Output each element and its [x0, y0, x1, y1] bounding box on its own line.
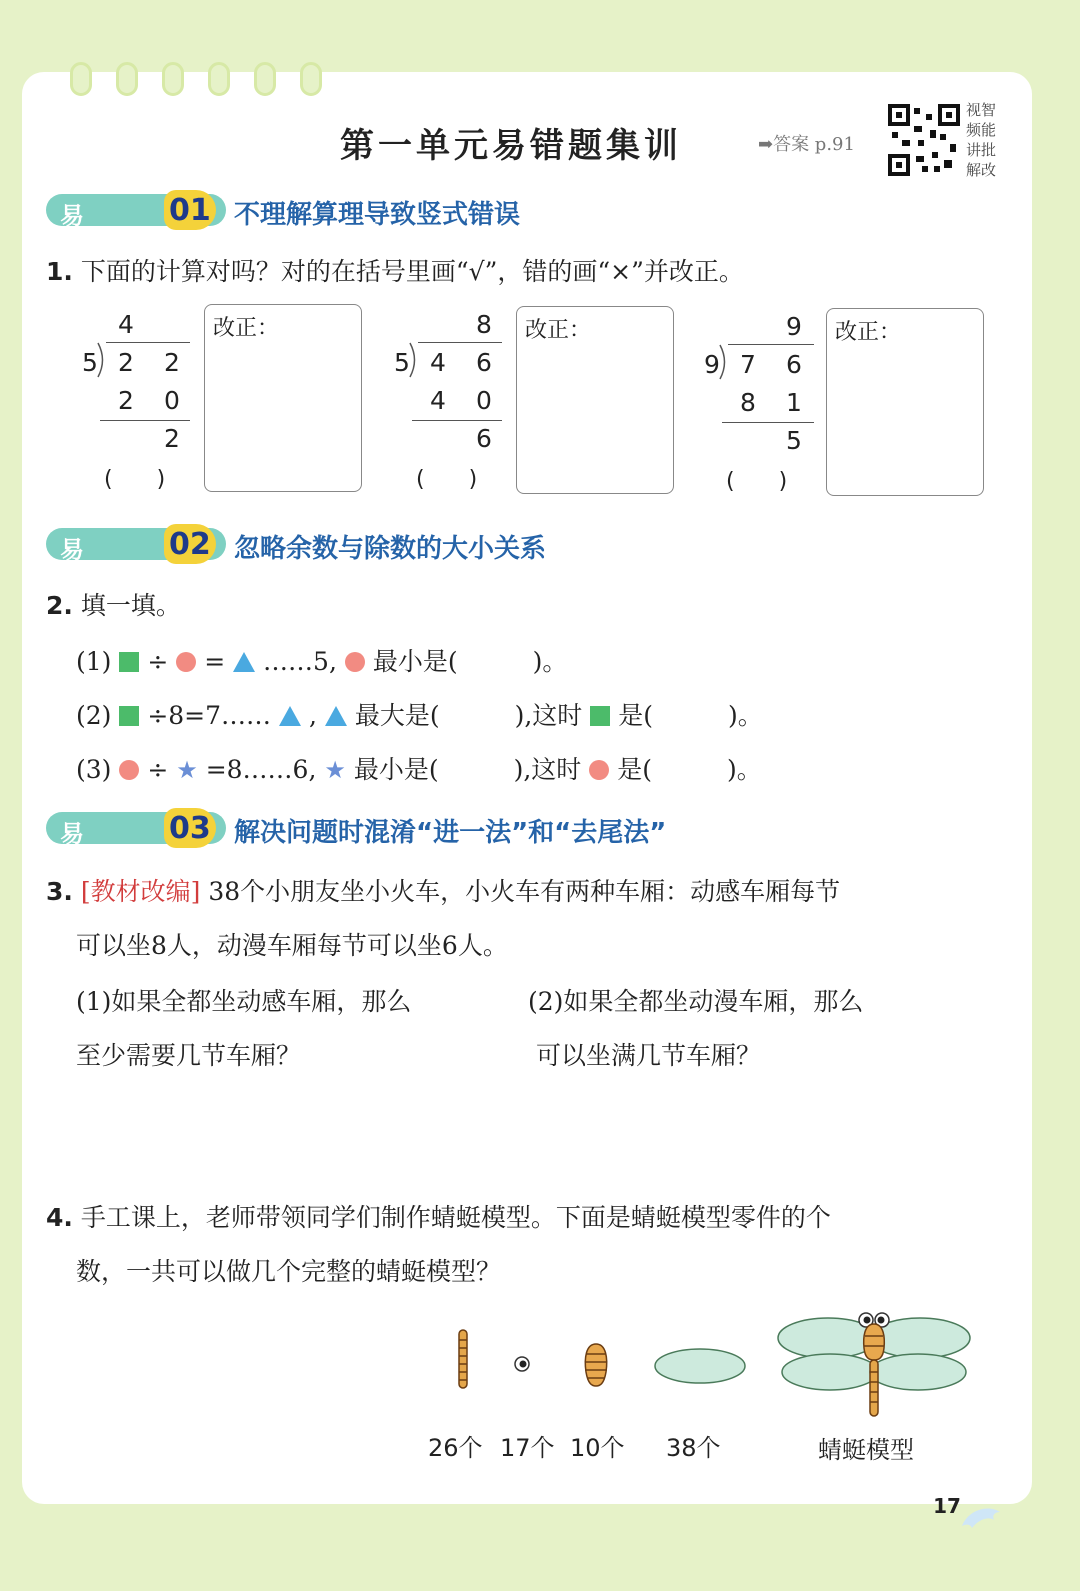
answer-reference[interactable]: ➡答案 p.91 — [758, 134, 855, 155]
qr-code-icon[interactable] — [888, 104, 960, 176]
correction-label: 改正： — [213, 316, 280, 341]
pink-circle-icon — [589, 760, 609, 780]
item-text: ÷ — [147, 755, 169, 784]
product-digit: 0 — [164, 386, 180, 415]
dividend-digit: 6 — [786, 350, 802, 379]
question-3-line-1 — [46, 872, 840, 908]
green-square-icon — [119, 706, 139, 726]
question-3-sub-2-line-1: (2)如果全都坐动漫车厢，那么 — [528, 987, 864, 1016]
product-digit: 2 — [118, 386, 134, 415]
division-bar — [418, 342, 502, 343]
item-answer-blank[interactable]: 最大是( ),这时 — [354, 701, 583, 730]
dragonfly-eye-part-icon — [512, 1354, 532, 1374]
question-4-line-2: 数，一共可以做几个完整的蜻蜓模型？ — [76, 1257, 502, 1286]
correction-label: 改正： — [835, 320, 902, 345]
question-2-item-1 — [76, 642, 567, 678]
part-count-wing: 38个 — [666, 1434, 721, 1462]
dragonfly-wing-part-icon — [652, 1346, 748, 1386]
dividend-digit: 6 — [476, 348, 492, 377]
question-2-item-3 — [76, 750, 762, 786]
qr-caption: 视智频能讲批解改 — [966, 101, 997, 179]
item-answer-blank[interactable]: 最小是( )。 — [372, 647, 568, 676]
error-point-number: 02 — [169, 527, 211, 562]
binder-ring — [116, 62, 138, 96]
blue-triangle-icon — [325, 706, 347, 726]
division-bracket-icon — [718, 344, 730, 380]
subtraction-line — [100, 420, 190, 421]
quotient: 4 — [118, 310, 134, 339]
question-number: 2. — [46, 591, 73, 620]
question-2-prompt — [46, 586, 181, 622]
error-point-number: 01 — [169, 193, 211, 228]
division-bracket-icon — [408, 342, 420, 378]
question-4-line-1 — [46, 1198, 831, 1234]
divisor: 5 — [394, 348, 410, 377]
binder-ring — [70, 62, 92, 96]
dragonfly-model-icon — [774, 1308, 974, 1420]
item-prefix: (1) — [76, 647, 112, 676]
item-answer-blank[interactable]: 最小是( ),这时 — [353, 755, 582, 784]
dividend-digit: 2 — [118, 348, 134, 377]
error-point-number: 03 — [169, 811, 211, 846]
blue-star-icon: ★ — [324, 756, 346, 784]
blue-star-icon: ★ — [176, 756, 198, 784]
dividend-digit: 2 — [164, 348, 180, 377]
dividend-digit: 4 — [430, 348, 446, 377]
division-bracket-icon — [96, 342, 108, 378]
dragonfly-tail-part-icon — [448, 1328, 478, 1390]
remainder: 2 — [164, 424, 180, 453]
pink-circle-icon — [345, 652, 365, 672]
blue-triangle-icon — [279, 706, 301, 726]
question-number: 4. — [46, 1203, 73, 1232]
item-text: , — [308, 701, 317, 730]
question-2-item-2 — [76, 696, 763, 732]
page-title: 第一单元易错题集训 — [340, 126, 682, 166]
correction-label: 改正： — [525, 318, 592, 343]
page-number: 17 — [933, 1494, 961, 1518]
correction-box[interactable] — [826, 308, 984, 496]
error-point-title: 不理解算理导致竖式错误 — [234, 200, 521, 230]
item-text: = — [204, 647, 226, 676]
remainder: 6 — [476, 424, 492, 453]
division-bar — [728, 344, 814, 345]
blue-triangle-icon — [233, 652, 255, 672]
error-point-title: 忽略余数与除数的大小关系 — [234, 534, 547, 564]
green-square-icon — [119, 652, 139, 672]
error-point-label: 易错点 — [60, 202, 86, 300]
answer-bracket[interactable]: ( ) — [726, 469, 788, 494]
part-count-body: 10个 — [570, 1434, 625, 1462]
correction-box[interactable] — [516, 306, 674, 494]
product-digit: 4 — [430, 386, 446, 415]
pink-circle-icon — [176, 652, 196, 672]
item-prefix: (3) — [76, 755, 112, 784]
division-bar — [106, 342, 190, 343]
question-number: 3. — [46, 877, 73, 906]
question-3-line-2: 可以坐8人，动漫车厢每节可以坐6人。 — [76, 931, 508, 960]
item-prefix: (2) — [76, 701, 112, 730]
item-text: ÷8=7…… — [147, 701, 272, 730]
question-3-sub-2-line-2: 可以坐满几节车厢？ — [536, 1041, 762, 1070]
item-answer-blank[interactable]: 是( )。 — [617, 755, 762, 784]
subtraction-line — [412, 420, 502, 421]
question-text: 38个小朋友坐小火车，小火车有两种车厢：动感车厢每节 — [208, 877, 841, 906]
binder-ring — [300, 62, 322, 96]
question-3-sub-1-line-2: 至少需要几节车厢？ — [76, 1041, 302, 1070]
question-text: 下面的计算对吗？对的在括号里画“√”，错的画“×”并改正。 — [80, 257, 744, 286]
dividend-digit: 7 — [740, 350, 756, 379]
correction-box[interactable] — [204, 304, 362, 492]
quotient: 8 — [476, 310, 492, 339]
part-count-tail: 26个 — [428, 1434, 483, 1462]
divisor: 9 — [704, 350, 720, 379]
textbook-adapted-tag: [教材改编] — [80, 877, 201, 906]
item-answer-blank[interactable]: 是( )。 — [618, 701, 763, 730]
divisor: 5 — [82, 348, 98, 377]
item-text: ÷ — [147, 647, 169, 676]
question-3-sub-1-line-1: (1)如果全都坐动感车厢，那么 — [76, 987, 412, 1016]
remainder: 5 — [786, 426, 802, 455]
dolphin-icon — [958, 1500, 1006, 1536]
question-1-prompt — [46, 252, 744, 288]
subtraction-line — [722, 422, 814, 423]
item-text: =8……6, — [205, 755, 317, 784]
binder-ring — [254, 62, 276, 96]
question-number: 1. — [46, 257, 73, 286]
product-digit: 0 — [476, 386, 492, 415]
answer-bracket[interactable]: ( ) — [416, 467, 478, 492]
question-text: 手工课上，老师带领同学们制作蜻蜓模型。下面是蜻蜓模型零件的个 — [80, 1203, 831, 1232]
error-point-title: 解决问题时混淆“进一法”和“去尾法” — [234, 818, 667, 848]
binder-ring — [208, 62, 230, 96]
dragonfly-body-part-icon — [582, 1342, 610, 1388]
pink-circle-icon — [119, 760, 139, 780]
part-count-eye: 17个 — [500, 1434, 555, 1462]
item-text: ……5, — [263, 647, 337, 676]
binder-ring — [162, 62, 184, 96]
quotient: 9 — [786, 312, 802, 341]
product-digit: 1 — [786, 388, 802, 417]
dragonfly-model-label: 蜻蜓模型 — [818, 1436, 914, 1464]
question-text: 填一填。 — [80, 591, 181, 620]
error-point-label: 易错点 — [60, 536, 86, 634]
error-point-label: 易错点 — [60, 820, 86, 918]
answer-bracket[interactable]: ( ) — [104, 467, 166, 492]
product-digit: 8 — [740, 388, 756, 417]
green-square-icon — [590, 706, 610, 726]
